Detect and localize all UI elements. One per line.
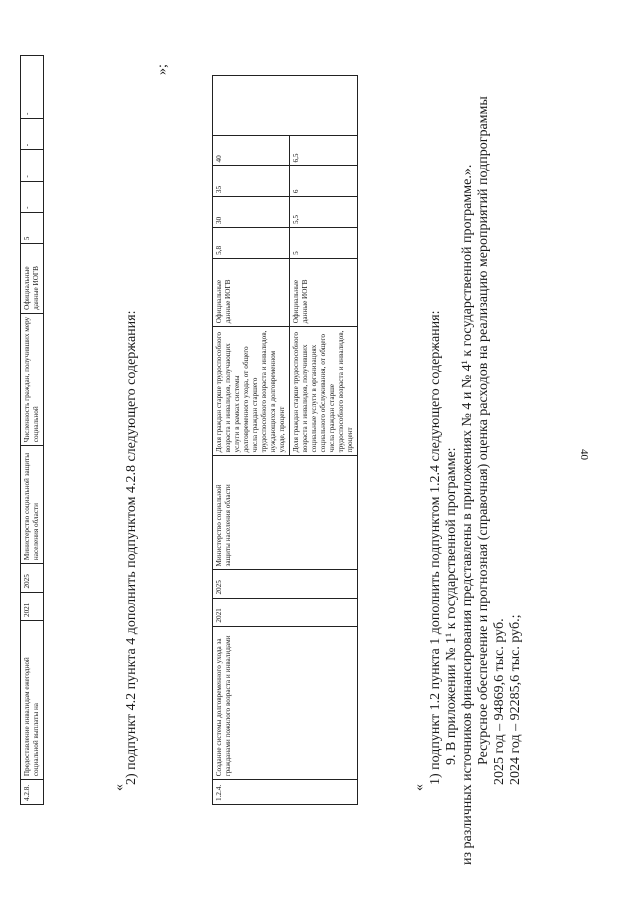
table-subitem-1-2-4 — [212, 75, 358, 805]
executor: Министерство социальной защиты населения области — [213, 456, 358, 570]
indicator-2: Доля граждан старше трудоспособного возраста и инвалидов, получивших социальные услуги в организациях социального обслуживания, от общего числа граждан старше трудоспособного возраста и инвалидов, процент — [290, 327, 358, 456]
subitem-2: 2) подпункт 4.2 пункта 4 дополнить подпунктом 4.2.8 следующего содержания: — [124, 310, 139, 785]
item-9: 9. В приложении № 1¹ к государственной программе: — [444, 447, 459, 765]
table-row — [213, 76, 290, 805]
value-1-2: 30 — [213, 197, 290, 228]
table-subitem-4-2-8 — [20, 55, 44, 805]
executor: Министерство социальной защиты населения области — [21, 446, 44, 564]
value-2-4: 6,5 — [290, 135, 358, 166]
close-quote: »; — [155, 64, 170, 75]
intro-line-2024: 2024 год – 92285,6 тыс. руб.; — [508, 614, 523, 785]
value-1-4: 40 — [213, 135, 290, 166]
value-1-1: 5,8 — [213, 228, 290, 259]
value-2-3: 6 — [290, 166, 358, 197]
value-2-1: 5 — [290, 228, 358, 259]
measure-name: Предоставление инвалидам ежегодной социальной выплаты на — [21, 621, 44, 780]
resource-line-1: Ресурсное обеспечение и прогнозная (справочная) оценка расходов на реализацию мероприятий подпрограммы — [476, 96, 491, 765]
year-start: 2021 — [21, 592, 44, 620]
table-row — [21, 56, 44, 805]
value-1: 5 — [21, 212, 44, 243]
item-number: 1.2.4. — [213, 780, 358, 805]
intro-line-2025: 2025 год – 94869,6 тыс. руб. — [492, 618, 507, 785]
subitem-1: 1) подпункт 1.2 пункта 1 дополнить подпунктом 1.2.4 следующего содержания: — [428, 310, 443, 785]
value-2-2: 5,5 — [290, 197, 358, 228]
year-start: 2021 — [213, 598, 358, 626]
source-2: Официальные данные ИОГВ — [290, 258, 358, 326]
value-2: - — [21, 181, 44, 212]
indicator: Численность граждан, получивших меру социальной — [21, 313, 44, 445]
value-1-3: 35 — [213, 166, 290, 197]
value-4: - — [21, 118, 44, 149]
resource-line-2: из различных источников финансирования представлены в приложениях № 4 и № 4¹ к государственной программе.». — [460, 164, 475, 865]
source-1: Официальные данные ИОГВ — [213, 258, 290, 326]
empty-cell — [213, 76, 358, 136]
year-end: 2025 — [21, 564, 44, 592]
open-quote-2: « — [112, 784, 127, 791]
value-5: - — [21, 56, 44, 119]
indicator-1: Доля граждан старше трудоспособного возраста и инвалидов, получающих услуги в рамках системы долговременного ухода, от общего числа граждан старшего трудоспособного возраста и инвалидов, нуждающихся в долговременном уходе, процент — [213, 327, 290, 456]
item-number: 4.2.8. — [21, 780, 44, 805]
open-quote-1: « — [412, 784, 427, 791]
measure-name: Создание системы долговременного ухода за гражданами пожилого возраста и инвалидами — [213, 626, 358, 780]
value-3: - — [21, 150, 44, 181]
page-number: 40 — [578, 449, 590, 460]
year-end: 2025 — [213, 570, 358, 598]
source: Официальные данные ИОГВ — [21, 244, 44, 314]
